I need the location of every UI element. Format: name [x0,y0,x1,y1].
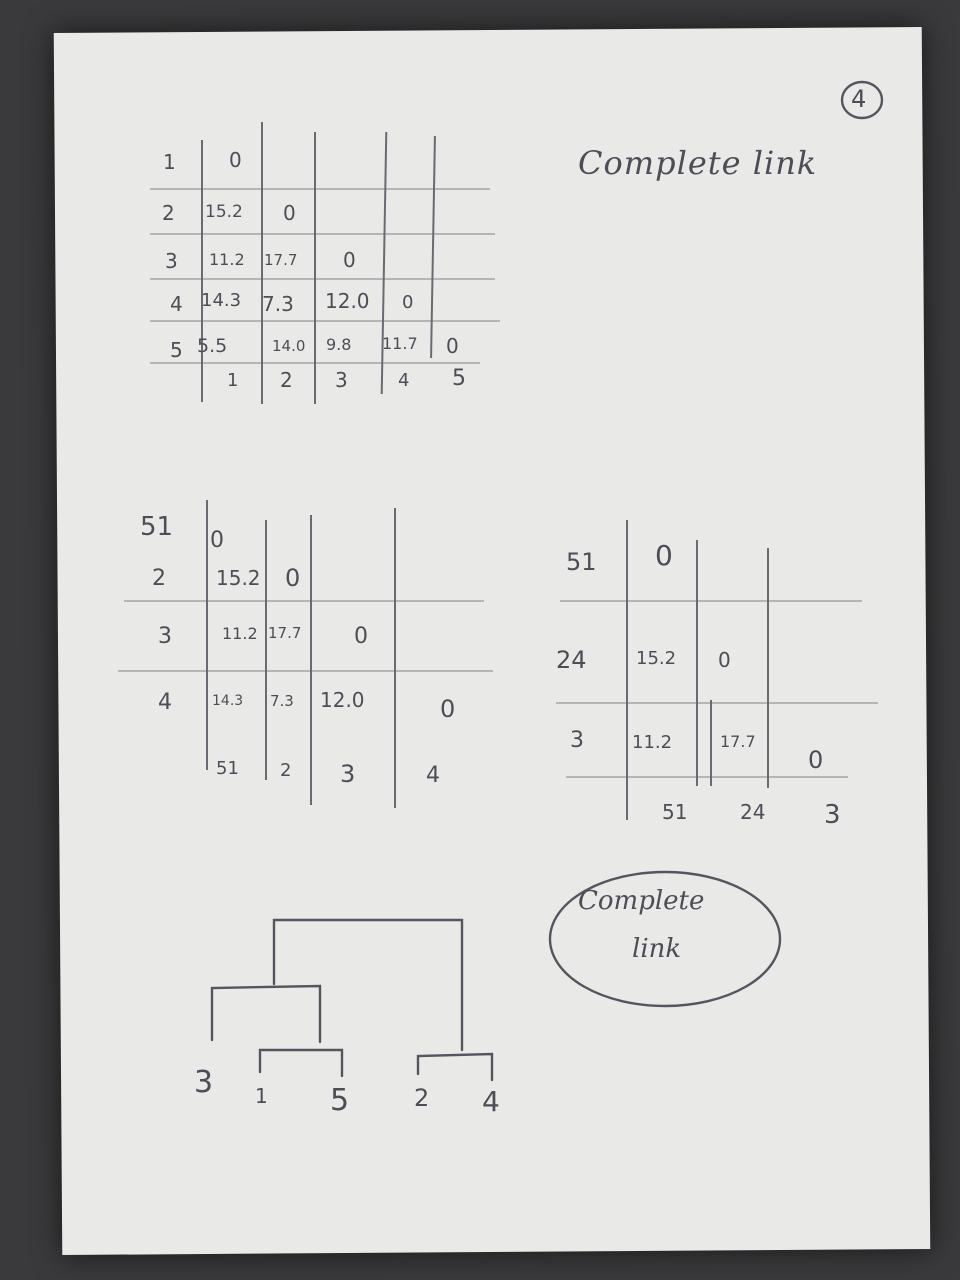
m2-col-label: 2 [280,760,292,781]
m2-row-label: 3 [158,624,172,649]
dendrogram [190,900,530,1120]
m1-cell: 11.2 [209,250,245,269]
oval-label-line1: Complete [578,886,705,916]
m3-row-label: 3 [570,728,584,753]
m3-col-label: 3 [824,800,841,830]
m2-row-label: 2 [152,566,166,591]
m1-cell: 14.3 [201,290,242,311]
dendrogram-leaf: 2 [414,1084,430,1112]
m1-col-label: 2 [280,368,293,392]
m2-cell: 12.0 [320,688,365,712]
m1-row-label: 3 [165,249,178,273]
m1-cell: 14.0 [272,337,306,355]
m1-cell: 7.3 [262,292,294,316]
m3-row-label: 51 [566,548,597,576]
m1-cell: 0 [283,201,296,225]
m1-col-label: 4 [398,370,410,391]
m1-row-label: 5 [170,338,183,362]
m3-cell: 0 [655,539,673,572]
dendrogram-leaf: 1 [255,1084,268,1108]
m2-col-label: 51 [216,758,239,779]
page-title: Complete link [578,144,818,182]
dendrogram-leaf: 5 [330,1083,350,1118]
m1-cell: 0 [446,334,459,358]
dendrogram-link-2-4 [418,1054,492,1080]
dendrogram-link-3-15 [212,986,320,1042]
m1-cell: 5.5 [197,335,228,357]
m1-cell: 12.0 [325,289,370,313]
m1-cell: 0 [343,248,356,272]
m1-cell: 11.7 [382,334,418,353]
m1-cell: 0 [402,292,414,313]
m2-cell: 0 [440,695,456,723]
m2-cell: 0 [210,528,224,553]
m3-row-label: 24 [556,646,587,674]
dendrogram-leaf: 3 [194,1065,214,1100]
m2-cell: 11.2 [222,624,258,643]
dendrogram-link-1-5 [260,1050,342,1076]
m2-cell: 7.3 [270,692,294,710]
m2-cell: 0 [285,564,301,592]
page-number: 4 [851,85,867,113]
m1-row-label: 1 [163,150,176,174]
m2-col-label: 4 [426,763,440,788]
m2-cell: 15.2 [216,566,261,590]
dendrogram-leaf: 4 [482,1085,500,1118]
m3-cell: 0 [808,746,824,774]
m2-row-label: 4 [158,690,172,715]
dendrogram-link-root [274,920,462,1050]
m2-cell: 17.7 [268,624,302,642]
oval-label-line2: link [632,934,682,964]
m3-cell: 17.7 [720,732,756,751]
m1-col-label: 3 [335,368,348,392]
m1-cell: 17.7 [264,251,298,269]
m1-row-label: 4 [170,292,183,316]
m3-col-label: 24 [740,800,766,824]
m3-cell: 11.2 [632,732,673,753]
m1-cell: 0 [229,148,242,172]
m2-row-label: 51 [140,512,174,542]
m2-col-label: 3 [340,760,356,788]
m1-col-label: 5 [452,366,466,391]
m2-cell: 0 [354,624,368,649]
m3-col-label: 51 [662,800,688,824]
m1-cell: 9.8 [326,335,352,354]
m1-row-label: 2 [162,201,175,225]
m1-col-label: 1 [227,370,239,391]
m3-cell: 0 [718,648,731,672]
m2-cell: 14.3 [212,693,244,709]
m1-cell: 15.2 [205,202,243,222]
m3-cell: 15.2 [636,648,677,669]
